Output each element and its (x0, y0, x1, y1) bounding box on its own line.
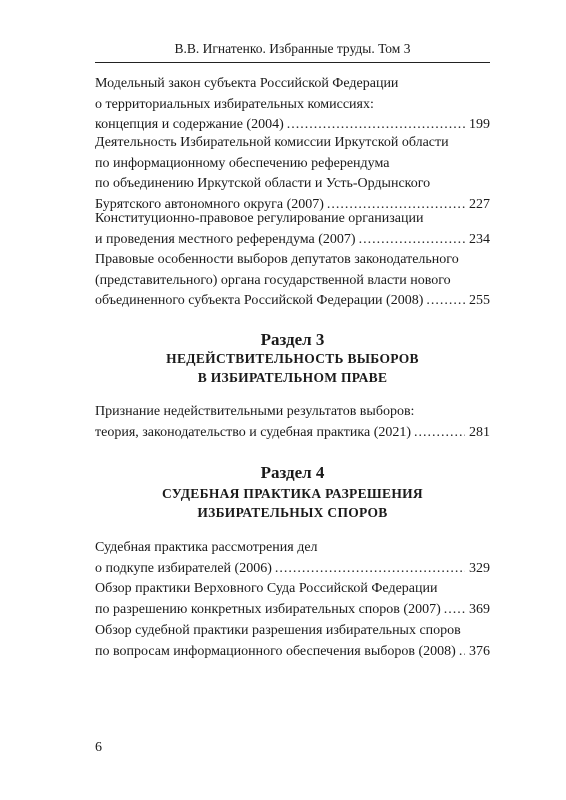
section-title-line: В ИЗБИРАТЕЛЬНОМ ПРАВЕ (197, 370, 388, 385)
section-title-line: СУДЕБНАЯ ПРАКТИКА РАЗРЕШЕНИЯ (162, 486, 423, 501)
toc-entry-text: Обзор практики Верховного Суда Российской Федерации (95, 581, 438, 596)
running-head: В.В. Игнатенко. Избранные труды. Том 3 (174, 41, 411, 56)
section-4-number: Раздел 4 (260, 463, 325, 482)
toc-entry-text: Конституционно-правовое регулирование организации (95, 211, 424, 226)
folio-page-number: 6 (95, 740, 102, 755)
toc-entry-text: и проведения местного референдума (2007) (95, 231, 356, 247)
toc-entry-text: Судебная практика рассмотрения дел (95, 540, 318, 555)
page-number: 234 (469, 231, 490, 247)
toc-entry-text: (представительного) органа государственной власти нового (95, 272, 451, 288)
toc-entry[interactable] (95, 209, 490, 250)
toc-entry-text: о территориальных избирательных комиссиях: (95, 96, 374, 112)
toc-entry-text: Модельный закон субъекта Российской Федерации (95, 76, 399, 91)
toc-entry-text: теория, законодательство и судебная практика (2021) (95, 424, 412, 440)
toc-entry-text: Правовые особенности выборов депутатов законодательного (95, 252, 459, 267)
toc-entry-text: по объединению Иркутской области и Усть-Ордынского (95, 176, 431, 191)
toc-entry-text: Бурятского автономного округа (2007) (95, 196, 324, 212)
toc-entry-last-line (95, 291, 490, 312)
toc-entry[interactable] (95, 74, 490, 136)
toc-entry[interactable] (95, 579, 490, 620)
toc-entry-text: Обзор судебной практики разрешения избирательных споров (95, 623, 461, 638)
dot-leader (444, 600, 465, 621)
toc-entry[interactable] (95, 402, 490, 443)
toc-entry-text: концепция и содержание (2004) (95, 117, 284, 132)
toc-entry-last-line (95, 600, 490, 621)
section-title-line: ИЗБИРАТЕЛЬНЫХ СПОРОВ (197, 505, 388, 520)
dot-leader (359, 230, 465, 251)
dot-leader (414, 423, 465, 444)
toc-entry[interactable] (95, 133, 490, 215)
section-3-number: Раздел 3 (260, 330, 325, 349)
page-number: 329 (469, 560, 490, 576)
toc-entry-text: о подкупе избирателей (2006) (95, 560, 272, 576)
page-number: 255 (469, 293, 490, 308)
page-number: 281 (469, 424, 490, 440)
toc-entry-last-line (95, 230, 490, 251)
toc-entry-text: объединенного субъекта Российской Федерации (2008) (95, 293, 424, 308)
toc-entry[interactable] (95, 621, 490, 662)
toc-entry-last-line (95, 423, 490, 444)
section-3-title (95, 349, 490, 387)
toc-entry-text: по информационному обеспечению референдума (95, 155, 390, 171)
toc-entry-text: Признание недействительными результатов выборов: (95, 404, 415, 419)
page-number: 376 (469, 643, 490, 659)
dot-leader (459, 642, 465, 663)
section-4-title (95, 484, 490, 522)
toc-entry[interactable] (95, 538, 490, 579)
header-rule (95, 62, 490, 63)
toc-entry[interactable] (95, 250, 490, 312)
page-number: 199 (469, 117, 490, 132)
toc-entry-last-line (95, 642, 490, 663)
toc-entry-text: по вопросам информационного обеспечения выборов (2008) (95, 643, 456, 659)
toc-entry-last-line (95, 559, 490, 580)
dot-leader (275, 559, 465, 580)
dot-leader (426, 291, 465, 312)
section-title-line: НЕДЕЙСТВИТЕЛЬНОСТЬ ВЫБОРОВ (166, 351, 419, 366)
toc-entry-text: по разрешению конкретных избирательных споров (2007) (95, 601, 441, 617)
page-number: 369 (469, 601, 490, 617)
page-number: 227 (469, 196, 490, 212)
toc-entry-text: Деятельность Избирательной комиссии Иркутской области (95, 135, 449, 150)
